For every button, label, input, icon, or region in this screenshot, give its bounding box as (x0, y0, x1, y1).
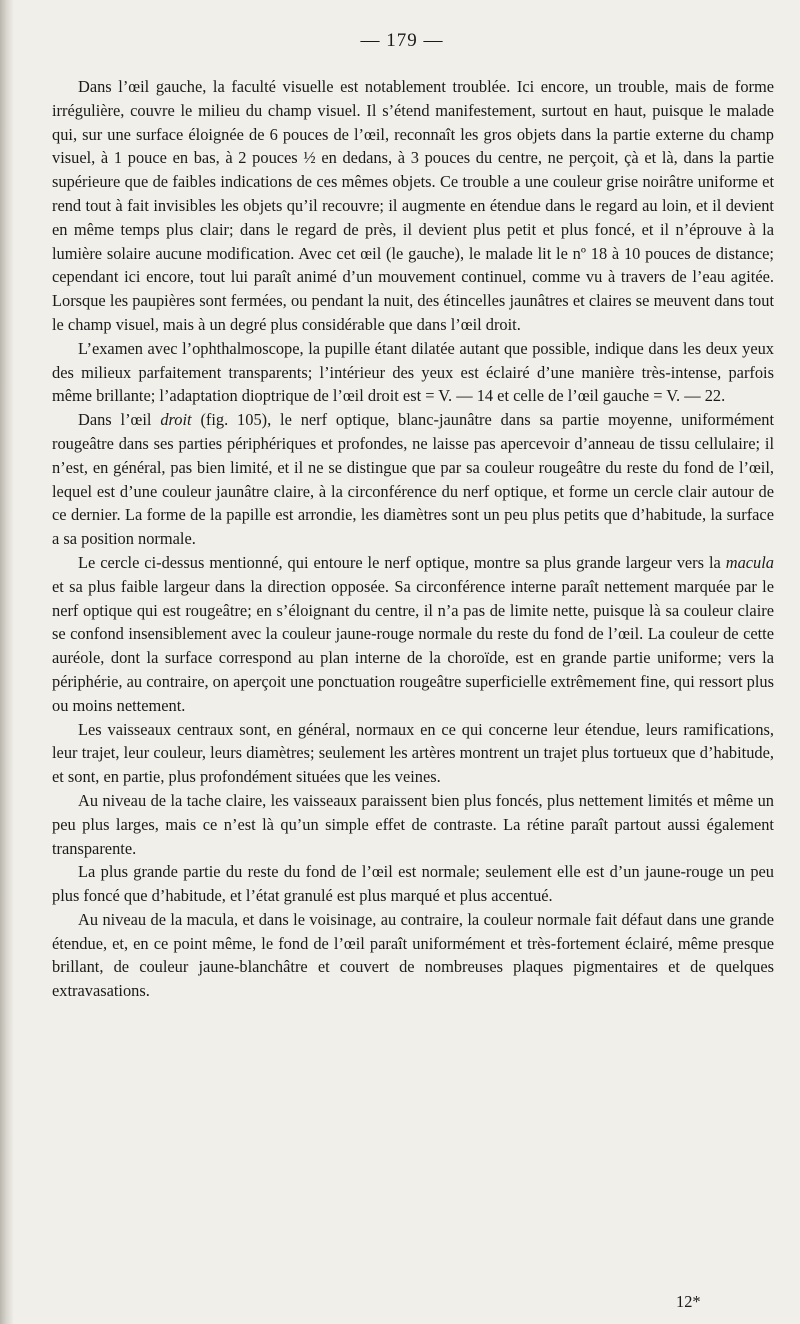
page-body (52, 75, 774, 1003)
paragraph-fundus: La plus grande partie du reste du fond de l’œil est normale; seulement elle est d’un jaune-rouge un peu plus foncé que d’habitude, et l’état granulé est plus marqué et plus accentué. (52, 862, 774, 906)
macula-italic: macula (725, 552, 774, 572)
paragraph-circle-start: Le cercle ci-dessus mentionné, qui entoure le nerf optique, montre sa plus grande largeur vers la (78, 552, 726, 572)
paragraph-left-eye: Dans l’œil gauche, la faculté visuelle est notablement troublée. Ici encore, un trouble, mais de forme irrégulière, couvre le milieu du champ visuel. Il s’étend manifestement, surtout en haut, puisque le malade qui, sur une surface éloignée de 6 pouces de l’œil, reconnaît les gros objets dans la partie externe du champ visuel, à 1 pouce en bas, à 2 pouces ½ en dedans, à 3 pouces du centre, ne perçoit, çà et là, dans la partie supérieure que de faibles indications de ces mêmes objets. Ce trouble a une couleur grise noirâtre uniforme et rend tout à fait invisibles les objets qu’il recouvre; il augmente en étendue dans le regard au loin, et il devient en même temps plus clair; dans le regard de près, il devient plus petit et plus foncé, et il n’éprouve à la lumière solaire aucune modification. Avec cet œil (le gauche), le malade lit le nº 18 à 10 pouces de distance; cependant ici encore, tout lui paraît animé d’un mouvement continuel, comme vu à travers de l’eau agitée. Lorsque les paupières sont fermées, ou pendant la nuit, des étincelles jaunâtres et claires se meuvent dans tout le champ visuel, mais à un degré plus considérable que dans l’œil droit. (52, 77, 774, 334)
paragraph-right-eye-start: Dans l’œil (78, 410, 161, 430)
book-page (52, 30, 774, 1310)
signature-mark: 12* (676, 1292, 701, 1311)
paragraph-vessels: Les vaisseaux centraux sont, en général, normaux en ce qui concerne leur étendue, leurs ramifications, leur trajet, leur couleur, leurs diamètres; seulement les artères montrent un trajet plus tortueux que d’habitude, et sont, en partie, plus profondément situées que les veines. (52, 719, 774, 787)
paragraph-circle (52, 551, 774, 718)
paragraph-circle-rest: et sa plus faible largeur dans la direction opposée. Sa circonférence interne paraît nettement marquée par le nerf optique qui est rougeâtre; en s’éloignant du centre, il n’a pas de limite nette, puisque là sa couleur claire se confond insensiblement avec la couleur jaune-rouge normale du reste du fond de l’œil. La couleur de cette auréole, dont la surface correspond au plan interne de la choroïde, est en grande partie uniforme; vers la périphérie, au contraire, on aperçoit une ponctuation rougeâtre superficielle extrêmement fine, qui ressort plus ou moins nettement. (52, 576, 774, 715)
paragraph-ophthalmoscope: L’examen avec l’ophthalmoscope, la pupille étant dilatée autant que possible, indique dans les deux yeux des milieux parfaitement transparents; l’intérieur des yeux est éclairé d’une manière très-intense, parfois même brillante; l’adaptation dioptrique de l’œil droit est = V. — 14 et celle de l’œil gauche = V. — 22. (52, 338, 774, 406)
page-number: — 179 — (360, 30, 444, 51)
right-eye-italic: droit (160, 410, 192, 430)
paragraph-right-eye (52, 408, 774, 551)
binding-edge (0, 0, 14, 1324)
paragraph-macula: Au niveau de la macula, et dans le voisinage, au contraire, la couleur normale fait défaut dans une grande étendue, et, en ce point même, le fond de l’œil paraît uniformément et très-fortement éclairé, même presque brillant, de couleur jaune-blanchâtre et couvert de nombreuses plaques pigmentaires et de quelques extravasations. (52, 909, 774, 1001)
paragraph-right-eye-rest: (fig. 105), le nerf optique, blanc-jaunâtre dans sa partie moyenne, uniformément rougeâtre dans ses parties périphériques et profondes, ne laisse pas apercevoir d’anneau de tissu cellulaire; il n’est, en général, pas bien limité, et il ne se distingue que par sa couleur rougeâtre du reste du fond de l’œil, lequel est d’une couleur jaunâtre claire, à la circonférence du nerf optique, et forme un cercle clair autour de ce dernier. La forme de la papille est arrondie, les diamètres sont un peu plus petits que d’habitude, la surface a sa position normale. (52, 410, 774, 549)
paragraph-contrast: Au niveau de la tache claire, les vaisseaux paraissent bien plus foncés, plus nettement limités et même un peu plus larges, mais ce n’est là qu’un simple effet de contraste. La rétine paraît partout aussi également transparente. (52, 790, 774, 858)
